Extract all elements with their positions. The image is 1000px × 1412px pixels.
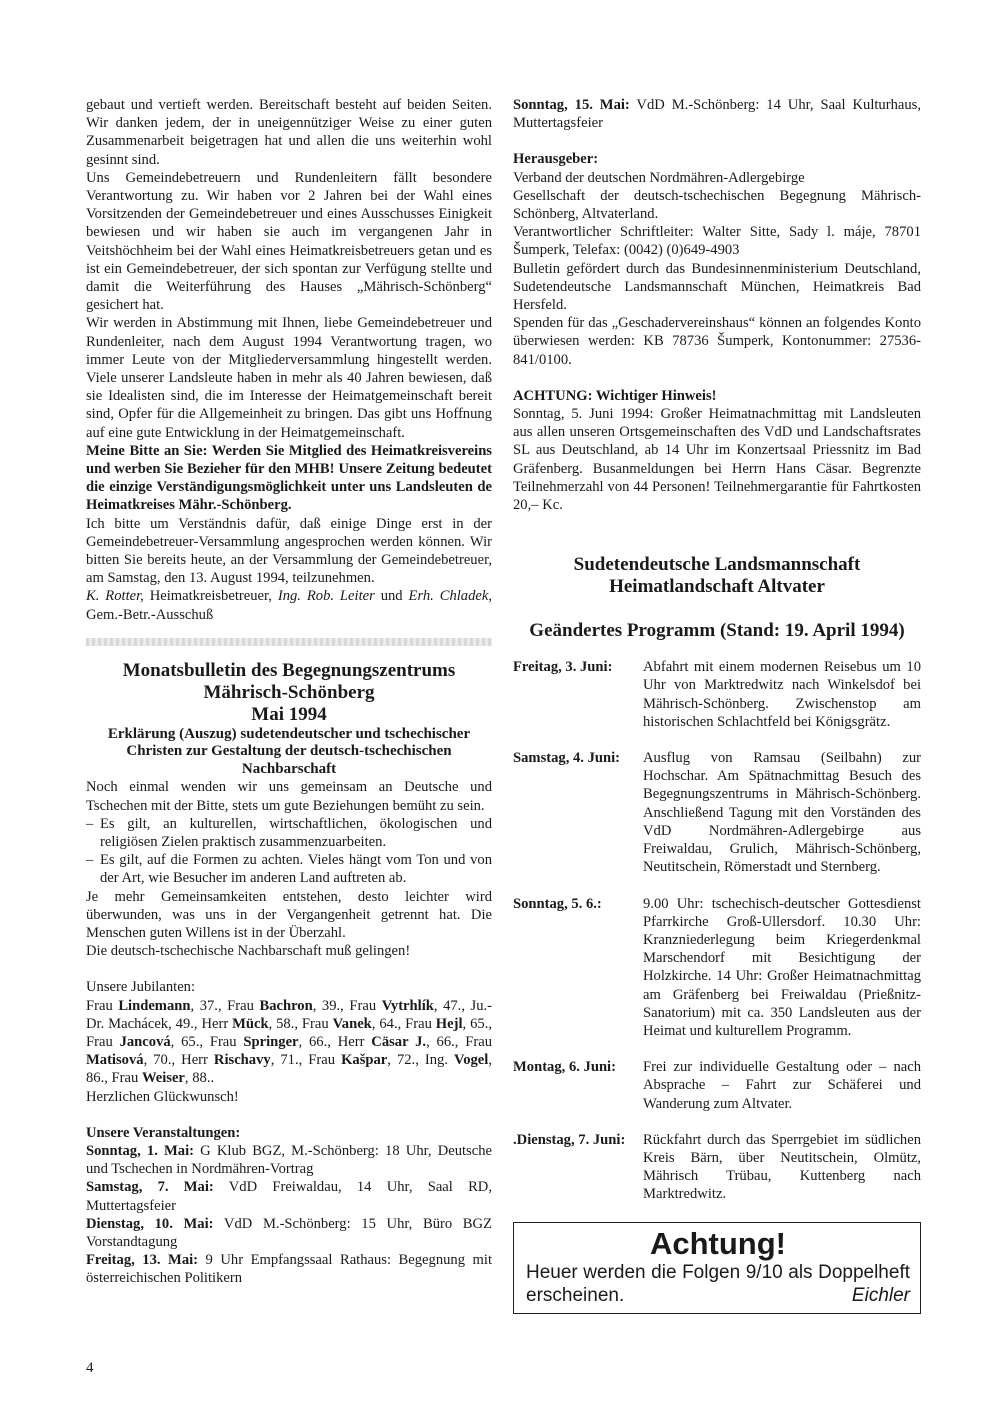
jubilant-name: Jancová xyxy=(119,1034,171,1051)
program-day: Samstag, 4. Juni: xyxy=(513,750,621,767)
declaration-points xyxy=(86,815,492,888)
program-text: 9.00 Uhr: tschechisch-deutscher Gottesdienst Pfarrkirche Groß-Ullersdorf. 10.30 Uhr: Kranzniederlegung beim Kriegerdenkmal Marschendorf mit Besichtigung der Holzkirche. 14 Uhr: Großer Heimatnachmittag am Gräfenberg bei Freiwaldau (Prießnitz-Sanatorium) mit ca. 350 Landsleuten aus der Heimat und kulturellem Programm. xyxy=(643,895,921,1039)
event-top: Sonntag, 15. Mai: VdD M.-Schönberg: 14 Uhr, Saal Kulturhaus, Muttertagsfeier xyxy=(513,97,921,132)
jubilant-name: Vytrhlík xyxy=(381,997,434,1014)
publisher-line: Bulletin gefördert durch das Bundesinnenministerium Deutschland, Sudetendeutsche Landsmannschaft München, Heimatkreis Bad Hersfeld. xyxy=(513,260,921,314)
jubilant-name: Vogel xyxy=(454,1052,489,1069)
program-list xyxy=(513,658,921,1203)
declaration-closing: Die deutsch-tschechische Nachbarschaft muß gelingen! xyxy=(86,943,411,960)
publisher-line: Verantwortlicher Schriftleiter: Walter Sitte, Sady l. máje, 78701 Šumperk, Telefax: (0042) (0)649-4903 xyxy=(513,224,921,259)
program-day: Freitag, 3. Juni: xyxy=(513,659,613,676)
jubilant-name: Cäsar J. xyxy=(371,1034,427,1051)
program-item xyxy=(513,749,921,876)
jubilant-name: Vanek xyxy=(332,1015,372,1032)
declaration-point: – Es gilt, an kulturellen, wirtschaftlichen, ökologischen und religiösen Zielen praktisch zusammenzuarbeiten. xyxy=(86,815,492,851)
declaration-title: Erklärung (Auszug) sudetendeutscher und tschechischer Christen zur Gestaltung der deutsch-tschechischen Nachbarschaft xyxy=(107,725,471,777)
jubilant-name: Mück xyxy=(232,1015,269,1032)
declaration-point: – Es gilt, auf die Formen zu achten. Vieles hängt vom Ton und von der Art, wie Besucher im anderen Land auftreten ab. xyxy=(86,851,492,887)
paragraph-agreement: Wir werden in Abstimmung mit Ihnen, liebe Gemeindebetreuer und Rundenleiter, nach dem August 1994 Verantwortung tragen, wo immer Leute von der Mitgliederversammlung hingestellt werden. Viele unserer Landsleute haben in mehr als 40 Jahren bewiesen, daß sie Idealisten sind, die im Interesse der Heimatgemeinschaft bereit sind, Opfer für die Allgemeinheit zu bringen. Das gibt uns Hoffnung auf eine gute Entwicklung in der Heimatgemeinschaft. xyxy=(86,315,492,441)
jubilant-name: Rischavy xyxy=(213,1052,271,1069)
program-text: Ausflug von Ramsau (Seilbahn) zur Hochschar. Am Spätnachmittag Besuch des Begegnungszentrums in Mährisch-Schönberg. Anschließend Tagung mit den Vorständen des VdD Nordmähren-Adlergebirge aus Freiwaldau, Grulich, Mährisch-Schönberg, Neutitschein, Römerstadt und Sternberg. xyxy=(643,750,921,876)
congrats-line: Herzlichen Glückwunsch! xyxy=(86,1088,239,1105)
sl-subtitle: Heimatlandschaft Altvater xyxy=(609,576,825,598)
box-title: Achtung! xyxy=(649,1225,787,1261)
program-item xyxy=(513,658,921,731)
paragraph-responsibility: Uns Gemeindebetreuern und Rundenleitern fällt besondere Verantwortung zu. Wir haben vor 2 Jahren bei der Wahl eines Vorsitzenden der Gemeindebetreuer und eines Ausschusses Einigkeit bewiesen und wir haben sie auch im vergangenen Jahr in Veitshöchheim bei der Wahl eines Heimatkreisbetreuers getan und es ist ein Gemeindebetreuer, der sich spontan zur Verfügung stellte und damit die Weiterführung des Hauses „Mährisch-Schönberg“ gesichert hat. xyxy=(86,169,492,314)
page-number: 4 xyxy=(86,1360,94,1376)
event-item: Dienstag, 10. Mai: VdD M.-Schönberg: 15 Uhr, Büro BGZ Vorstandtagung xyxy=(86,1215,492,1251)
program-text: Frei zur individuelle Gestaltung oder – nach Absprache – Fahrt zur Schäferei und Wanderung zum Altvater. xyxy=(643,1059,921,1112)
signature-line: K. Rotter, Heimatkreisbetreuer, Ing. Rob. Leiter und Erh. Chladek, Gem.-Betr.-Ausschuß xyxy=(86,588,493,623)
program-item xyxy=(513,895,921,1041)
event-item: Sonntag, 1. Mai: G Klub BGZ, M.-Schönberg: 18 Uhr, Deutsche und Tschechen in Nordmähren-Vortrag xyxy=(86,1143,492,1178)
jubilant-name: Hejl xyxy=(435,1015,463,1032)
notice-heading: ACHTUNG: Wichtiger Hinweis! xyxy=(513,387,717,404)
jubilants-list: Frau Lindemann, 37., Frau Bachron, 39., Frau Vytrhlík, 47., Ju.-Dr. Machácek, 49., Herr Mück, 58., Frau Vanek, 64., Frau Hejl, 65., Frau Jancová, 65., Frau Springer, 66., Herr Cäsar J., 66., Frau Matisová, 70., Herr Rischavy, 71., Frau Kašpar, 72., Ing. Vogel, 86., Frau Weiser, 88.. xyxy=(86,997,493,1087)
bulletin-title: Monatsbulletin des Begegnungszentrums Mährisch-Schönberg xyxy=(122,659,456,703)
left-column xyxy=(86,96,492,1288)
bulletin-date: Mai 1994 xyxy=(251,703,327,725)
program-text: Abfahrt mit einem modernen Reisebus um 10 Uhr von Marktredwitz nach Winkelsdof bei Mährisch-Schönberg. Zwischenstop am historischen Schlachtfeld bei Königsgrätz. xyxy=(643,659,921,730)
event-item: Freitag, 13. Mai: 9 Uhr Empfangssaal Rathaus: Begegnung mit österreichischen Politikern xyxy=(86,1252,492,1287)
sl-title: Sudetendeutsche Landsmannschaft xyxy=(573,554,861,576)
box-signature: Eichler xyxy=(851,1284,910,1306)
jubilant-name: Lindemann xyxy=(118,997,191,1014)
declaration-intro: Noch einmal wenden wir uns gemeinsam an Deutsche und Tschechen mit der Bitte, stets um gute Beziehungen bemüht zu sein. xyxy=(86,779,492,814)
program-item xyxy=(513,1058,921,1113)
program-day: .Dienstag, 7. Juni: xyxy=(513,1131,626,1148)
publisher-line: Gesellschaft der deutsch-tschechischen Begegnung Mährisch-Schönberg, Altvaterland. xyxy=(513,187,921,223)
jubilant-name: Kašpar xyxy=(341,1052,388,1069)
jubilant-name: Bachron xyxy=(259,997,313,1014)
jubilant-name: Springer xyxy=(243,1034,299,1051)
paragraph-understanding: Ich bitte um Verständnis dafür, daß einige Dinge erst in der Gemeindebetreuer-Versammlung angesprochen werden können. Wir bitten Sie bereits heute, an der Versammlung der Gemeindebetreuer, am Samstag, den 13. August 1994, teilzunehmen. xyxy=(86,515,492,587)
declaration-paragraph: Je mehr Gemeinsamkeiten entstehen, desto leichter wird überwunden, was uns in der Vergangenheit getrennt hat. Die Menschen guten Willens ist in der Überzahl. xyxy=(86,888,492,942)
paragraph-intro: gebaut und vertieft werden. Bereitschaft besteht auf beiden Seiten. Wir danken jedem, der in uneigennütziger Weise zu einer guten Zusammenarbeit beigetragen hat und allen die uns weiterhin wohl gesinnt sind. xyxy=(86,97,492,168)
appeal-paragraph: Meine Bitte an Sie: Werden Sie Mitglied des Heimatkreisvereins und werben Sie Bezieher für den MHB! Unsere Zeitung bedeutet die einzige Verständigungsmöglichkeit unter uns Landsleuten de Heimatkreises Mähr.-Schönberg. xyxy=(86,442,492,514)
program-text: Rückfahrt durch das Sperrgebiet im südlichen Kreis Bärn, über Neutitschein, Olmütz, Mährisch Trübau, Kuttenberg nach Marktredwitz. xyxy=(643,1131,921,1203)
notice-text: Sonntag, 5. Juni 1994: Großer Heimatnachmittag mit Landsleuten aus allen unseren Ortsgemeinschaften des VdD und Landschaftsrates SL aus Deutschland, ab 14 Uhr im Konzertsaal Priessnitz im Bad Gräfenberg. Busanmeldungen bei Herrn Hans Cäsar. Begrenzte Teilnehmerzahl von 44 Personen! Teilnehmergarantie für Fahrtkosten 20,– Kc. xyxy=(513,406,921,514)
program-title: Geändertes Programm (Stand: 19. April 1994) xyxy=(529,620,905,642)
notice-box xyxy=(513,1222,921,1314)
program-day: Sonntag, 5. 6.: xyxy=(513,895,602,912)
jubilants-heading: Unsere Jubilanten: xyxy=(86,979,196,996)
separator-bar xyxy=(86,638,492,646)
box-text: Heuer werden die Folgen 9/10 als Doppelheft erscheinen. Eichler xyxy=(526,1261,910,1306)
publisher-line: Spenden für das „Geschadervereinshaus“ können an folgendes Konto überwiesen werden: KB 78736 Šumperk, Kontonummer: 27536-841/0100. xyxy=(513,315,921,368)
right-column xyxy=(513,96,921,1314)
publisher-block xyxy=(513,169,921,369)
jubilant-name: Matisová xyxy=(86,1052,144,1069)
events-list xyxy=(86,1142,492,1288)
events-heading: Unsere Veranstaltungen: xyxy=(86,1124,241,1141)
publisher-line: Verband der deutschen Nordmähren-Adlergebirge xyxy=(513,169,805,186)
event-item: Samstag, 7. Mai: VdD Freiwaldau, 14 Uhr, Saal RD, Muttertagsfeier xyxy=(86,1179,492,1214)
jubilant-name: Weiser xyxy=(141,1070,185,1087)
program-day: Montag, 6. Juni: xyxy=(513,1059,616,1076)
program-item xyxy=(513,1131,921,1204)
publisher-heading: Herausgeber: xyxy=(513,151,599,168)
